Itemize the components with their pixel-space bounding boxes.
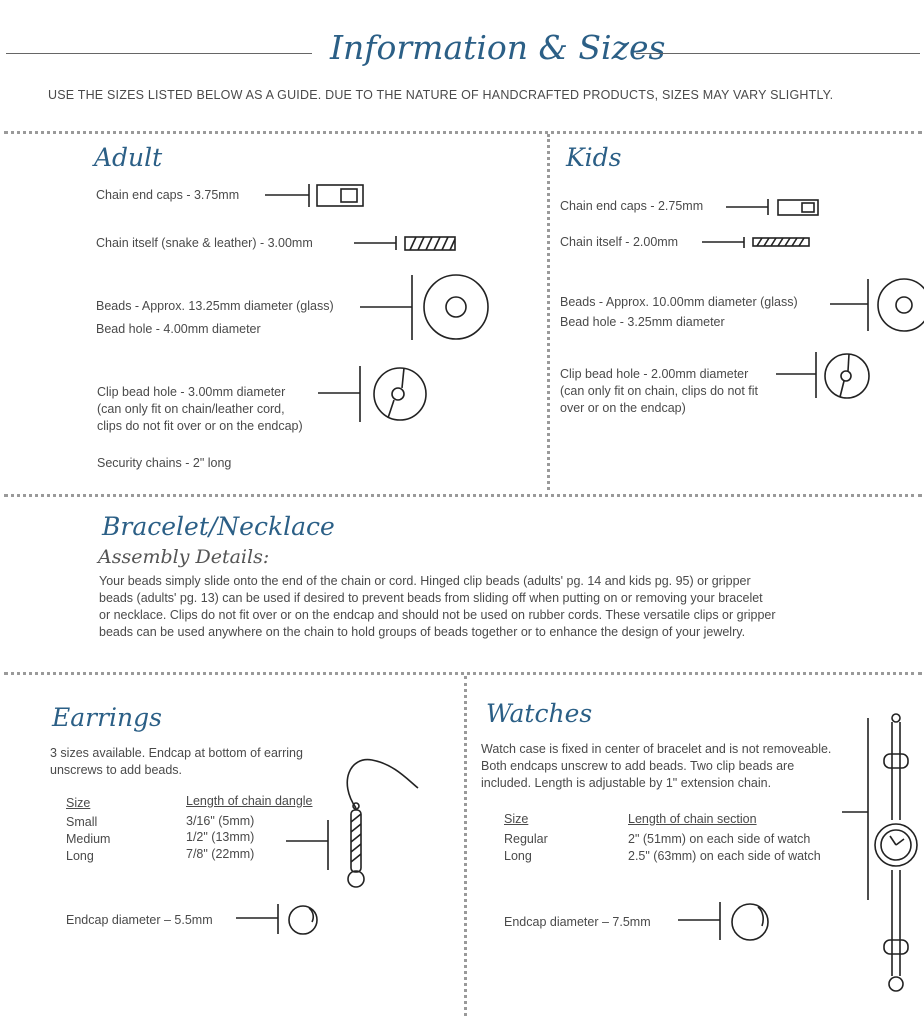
kids-clip-1: Clip bead hole - 2.00mm diameter [560, 367, 749, 381]
watches-length-long: 2.5" (63mm) on each side of watch [628, 849, 821, 863]
watches-size-regular: Regular [504, 832, 548, 846]
watches-intro-2: Both endcaps unscrew to add beads. Two clip beads are [481, 759, 795, 773]
earrings-size-medium: Medium [66, 832, 111, 846]
watches-length-regular: 2" (51mm) on each side of watch [628, 832, 811, 846]
adult-security: Security chains - 2" long [97, 456, 232, 470]
assembly-subheading: Assembly Details: [98, 546, 270, 568]
kids-chain: Chain itself - 2.00mm [560, 235, 679, 249]
earrings-length-medium: 1/2" (13mm) [186, 830, 255, 844]
kids-end-caps: Chain end caps - 2.75mm [560, 199, 704, 213]
kids-clip-bead-icon [776, 350, 872, 402]
divider [4, 131, 922, 134]
watches-size-long: Long [504, 849, 532, 863]
column-divider [547, 134, 550, 490]
kids-beads: Beads - Approx. 10.00mm diameter (glass) [560, 295, 798, 309]
adult-beads: Beads - Approx. 13.25mm diameter (glass) [96, 299, 334, 313]
earrings-length-small: 3/16" (5mm) [186, 814, 255, 828]
earrings-heading: Earrings [52, 703, 162, 732]
page-title: Information & Sizes [330, 28, 666, 67]
watches-intro-1: Watch case is fixed in center of bracelet and is not removeable. [481, 742, 832, 756]
assembly-line-2: beads (adults' pg. 13) can be used if desired to prevent beads from sliding off when putting on or removing your bracelet [99, 591, 763, 605]
title-rule-right [636, 53, 920, 54]
assembly-line-4: beads can be used anywhere on the chain to hold groups of beads together or to enhance the design of your jewelry. [99, 625, 746, 639]
divider [4, 672, 922, 675]
column-divider [464, 676, 467, 1016]
bead-icon [360, 272, 495, 344]
adult-chain: Chain itself (snake & leather) - 3.00mm [96, 236, 313, 250]
adult-bead-hole: Bead hole - 4.00mm diameter [96, 322, 261, 336]
adult-clip-1: Clip bead hole - 3.00mm diameter [97, 385, 286, 399]
earrings-col-length: Length of chain dangle [186, 794, 313, 808]
assembly-line-3: or necklace. Clips do not fit over or on the endcap and should not be used on rubber cords. These versatile clips or gripper [99, 608, 776, 622]
earrings-endcap: Endcap diameter – 5.5mm [66, 913, 213, 927]
bracelet-heading: Bracelet/Necklace [102, 512, 335, 541]
adult-end-caps: Chain end caps - 3.75mm [96, 188, 240, 202]
earring-endcap-icon [236, 900, 322, 940]
earrings-intro-1: 3 sizes available. Endcap at bottom of earring [50, 746, 303, 760]
watch-bracelet-icon [840, 708, 924, 998]
page-subtitle: USE THE SIZES LISTED BELOW AS A GUIDE. DUE TO THE NATURE OF HANDCRAFTED PRODUCTS, SIZES MAY VARY SLIGHTLY. [48, 88, 834, 102]
clip-bead-icon [318, 364, 430, 428]
kids-chain-icon [702, 235, 814, 251]
earrings-length-long: 7/8" (22mm) [186, 847, 255, 861]
kids-end-cap-icon [726, 196, 822, 220]
watches-col-size: Size [504, 812, 529, 826]
kids-clip-2: (can only fit on chain, clips do not fit [560, 384, 759, 398]
kids-clip-3: over or on the endcap) [560, 401, 686, 415]
watches-intro-3: included. Length is adjustable by 1" extension chain. [481, 776, 772, 790]
assembly-line-1: Your beads simply slide onto the end of the chain or cord. Hinged clip beads (adults' pg. 14 and kids pg. 95) or gripper [99, 574, 751, 588]
earrings-size-small: Small [66, 815, 98, 829]
end-cap-icon [265, 180, 370, 212]
chain-icon [354, 234, 462, 254]
earrings-col-size: Size [66, 796, 91, 810]
kids-heading: Kids [566, 143, 622, 172]
divider [4, 494, 922, 497]
earring-icon [286, 752, 422, 892]
kids-bead-icon [830, 275, 924, 337]
adult-heading: Adult [94, 143, 163, 172]
adult-clip-3: clips do not fit over or on the endcap) [97, 419, 303, 433]
earrings-size-long: Long [66, 849, 94, 863]
title-rule-left [6, 53, 312, 54]
kids-bead-hole: Bead hole - 3.25mm diameter [560, 315, 725, 329]
watches-col-length: Length of chain section [628, 812, 757, 826]
watch-endcap-icon [678, 898, 774, 946]
earrings-intro-2: unscrews to add beads. [50, 763, 183, 777]
adult-clip-2: (can only fit on chain/leather cord, [97, 402, 285, 416]
watches-heading: Watches [486, 699, 593, 728]
watches-endcap: Endcap diameter – 7.5mm [504, 915, 651, 929]
